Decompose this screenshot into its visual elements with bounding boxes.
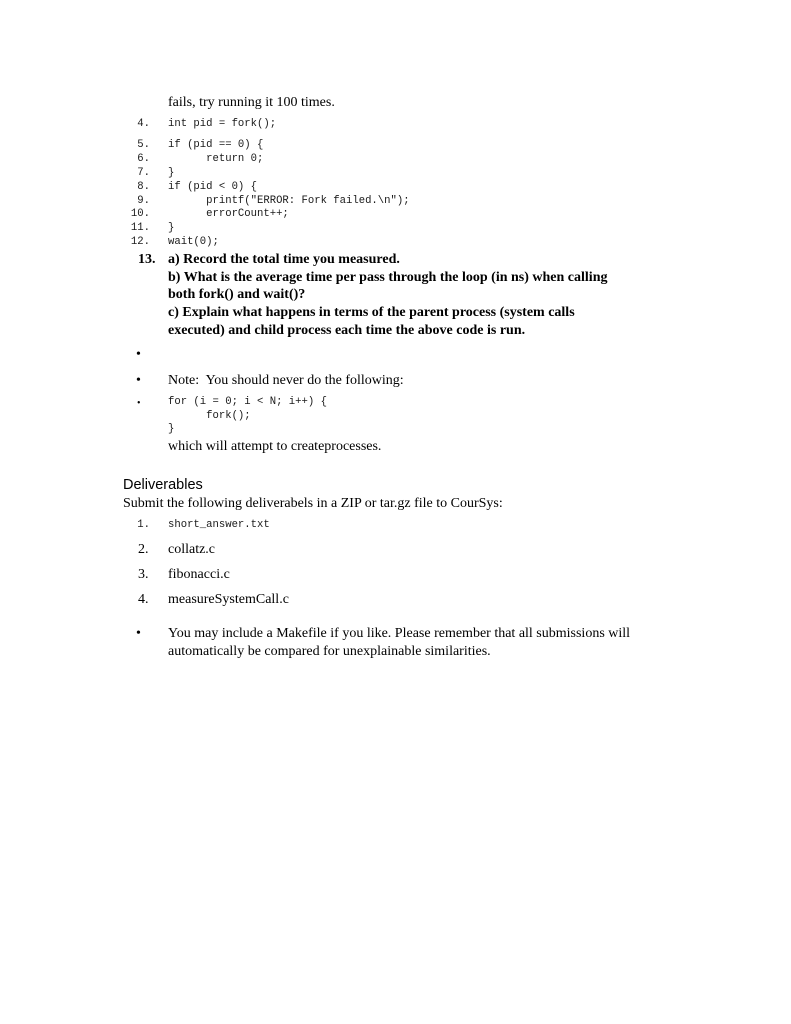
note-bullet: •	[136, 373, 141, 388]
list-item-number: 1.	[137, 519, 150, 531]
code-line-number: 9.	[137, 195, 150, 207]
intro-line: fails, try running it 100 times.	[168, 95, 335, 110]
code-line: return 0;	[168, 153, 264, 165]
code-line: if (pid == 0) {	[168, 139, 264, 151]
code-line: }	[168, 167, 175, 179]
code-line: errorCount++;	[168, 208, 289, 220]
question-line: c) Explain what happens in terms of the parent process (system calls	[168, 305, 575, 320]
list-item: short_answer.txt	[168, 519, 270, 531]
question-line: a) Record the total time you measured.	[168, 252, 400, 267]
code-line-number: 4.	[137, 118, 150, 130]
list-item-number: 4.	[138, 592, 149, 607]
loop-code-line: }	[168, 423, 175, 435]
code-line: }	[168, 222, 175, 234]
list-item-number: 3.	[138, 567, 149, 582]
code-line: printf("ERROR: Fork failed.\n");	[168, 195, 410, 207]
final-note-line: You may include a Makefile if you like. Please remember that all submissions will	[168, 626, 631, 641]
question-number: 13.	[138, 252, 156, 267]
code-bullet: •	[137, 398, 141, 409]
list-item: measureSystemCall.c	[168, 592, 289, 607]
code-line-number: 11.	[130, 222, 150, 234]
empty-bullet: •	[136, 347, 141, 362]
question-line: both fork() and wait()?	[168, 287, 306, 302]
code-line: if (pid < 0) {	[168, 181, 258, 193]
code-line-number: 6.	[137, 153, 150, 165]
code-line: int pid = fork();	[168, 118, 277, 130]
final-bullet: •	[136, 626, 141, 641]
question-line: executed) and child process each time the above code is run.	[168, 323, 526, 338]
question-line: b) What is the average time per pass through the loop (in ns) when calling	[168, 270, 608, 285]
loop-code-line: for (i = 0; i < N; i++) {	[168, 396, 327, 408]
list-item: fibonacci.c	[168, 567, 230, 582]
loop-code-line: fork();	[168, 410, 251, 422]
deliverables-heading: Deliverables	[123, 477, 203, 493]
final-note-line: automatically be compared for unexplainable similarities.	[168, 644, 491, 659]
note-text: Note: You should never do the following:	[168, 373, 404, 388]
code-line: wait(0);	[168, 236, 219, 248]
list-item: collatz.c	[168, 542, 216, 557]
code-line-number: 12.	[130, 236, 150, 248]
code-line-number: 7.	[137, 167, 150, 179]
code-line-number: 8.	[137, 181, 150, 193]
deliverables-intro: Submit the following deliverabels in a ZIP or tar.gz file to CourSys:	[123, 496, 503, 511]
loop-code-explanation: which will attempt to createprocesses.	[168, 439, 382, 454]
code-line-number: 10.	[130, 208, 150, 220]
code-line-number: 5.	[137, 139, 150, 151]
list-item-number: 2.	[138, 542, 149, 557]
